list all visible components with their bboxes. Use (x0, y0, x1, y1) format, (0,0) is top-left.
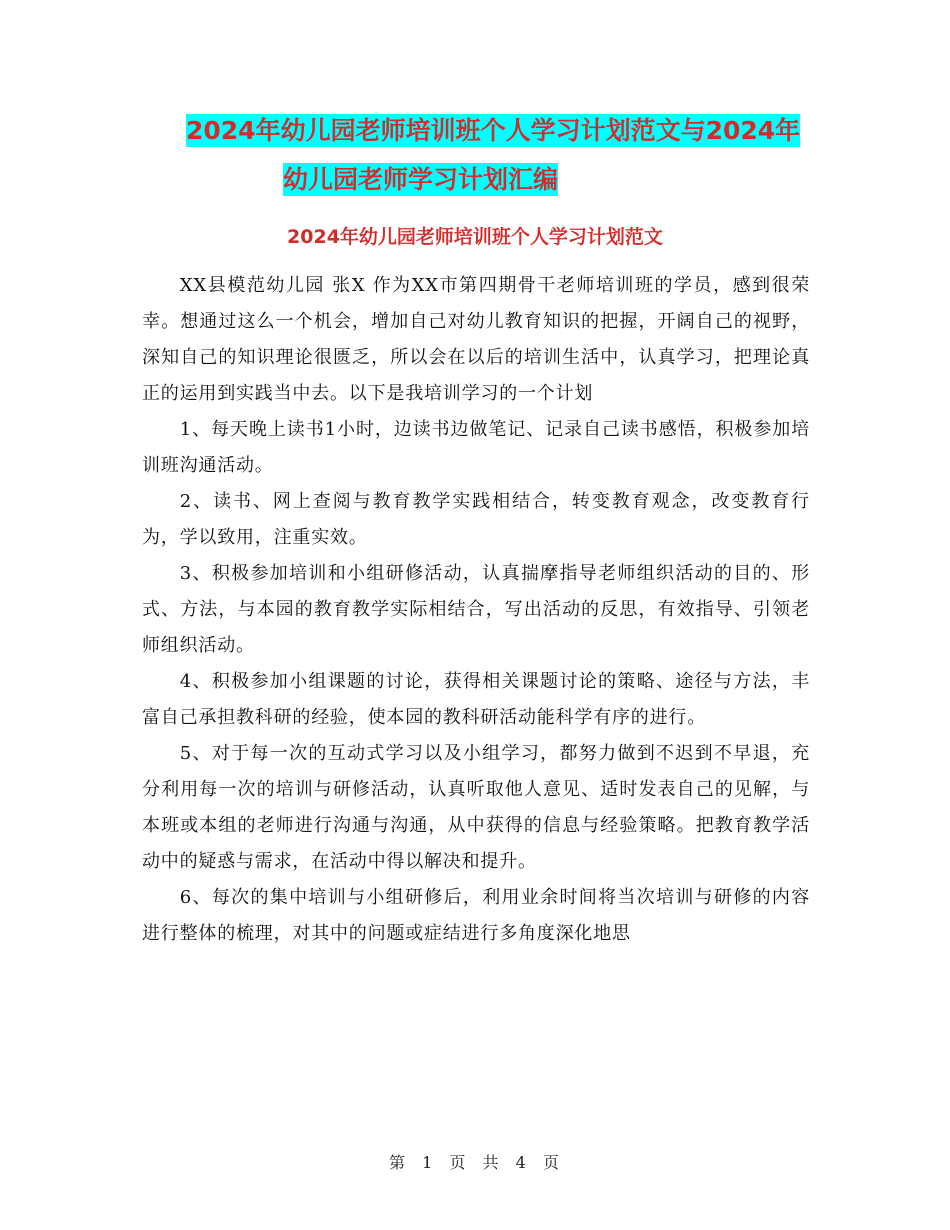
footer-total-prefix: 共 (482, 1153, 501, 1172)
title-line-1 (140, 106, 840, 155)
section-title: 2024年幼儿园老师培训班个人学习计划范文 (287, 226, 663, 248)
document-title (140, 106, 840, 204)
paragraph-item-3: 3、积极参加培训和小组研修活动，认真揣摩指导老师组织活动的目的、形式、方法，与本园的教育教学实际相结合，写出活动的反思，有效指导、引领老师组织活动。 (142, 563, 810, 656)
title-line-2-text: 幼儿园老师学习计划汇编 (283, 165, 559, 194)
footer-current-page: 1 (422, 1153, 435, 1172)
footer-page-word: 页 (449, 1153, 468, 1172)
paragraph-item-5: 5、对于每一次的互动式学习以及小组学习，都努力做到不迟到不早退，充分利用每一次的培训与研修活动，认真听取他人意见、适时发表自己的见解，与本班或本组的老师进行沟通与沟通，从中获得的信息与经验策略。把教育教学活动中的疑惑与需求，在活动中得以解决和提升。 (142, 743, 810, 872)
title-line-2 (140, 155, 840, 204)
paragraph-item-4: 4、积极参加小组课题的讨论，获得相关课题讨论的策略、途径与方法，丰富自己承担教科研的经验，使本园的教科研活动能科学有序的进行。 (142, 671, 810, 728)
paragraph-item-2: 2、读书、网上查阅与教育教学实践相结合，转变教育观念，改变教育行为，学以致用，注重实效。 (142, 491, 810, 548)
paragraph-intro: XX县模范幼儿园 张X 作为XX市第四期骨干老师培训班的学员，感到很荣幸。想通过这么一个机会，增加自己对幼儿教育知识的把握，开阔自己的视野，深知自己的知识理论很匮乏，所以会在以后的培训生活中，认真学习，把理论真正的运用到实践当中去。以下是我培训学习的一个计划 (142, 275, 810, 404)
paragraph-item-1: 1、每天晚上读书1小时，边读书边做笔记、记录自己读书感悟，积极参加培训班沟通活动。 (142, 419, 810, 476)
footer-total-pages: 4 (515, 1153, 528, 1172)
title-line-1-text: 2024年幼儿园老师培训班个人学习计划范文与2024年 (186, 116, 801, 145)
page-footer (0, 1150, 950, 1173)
footer-total-suffix: 页 (542, 1153, 561, 1172)
paragraph-item-6: 6、每次的集中培训与小组研修后，利用业余时间将当次培训与研修的内容进行整体的梳理，对其中的问题或症结进行多角度深化地思 (142, 887, 810, 944)
footer-page-prefix: 第 (389, 1153, 408, 1172)
document-body (142, 268, 810, 952)
